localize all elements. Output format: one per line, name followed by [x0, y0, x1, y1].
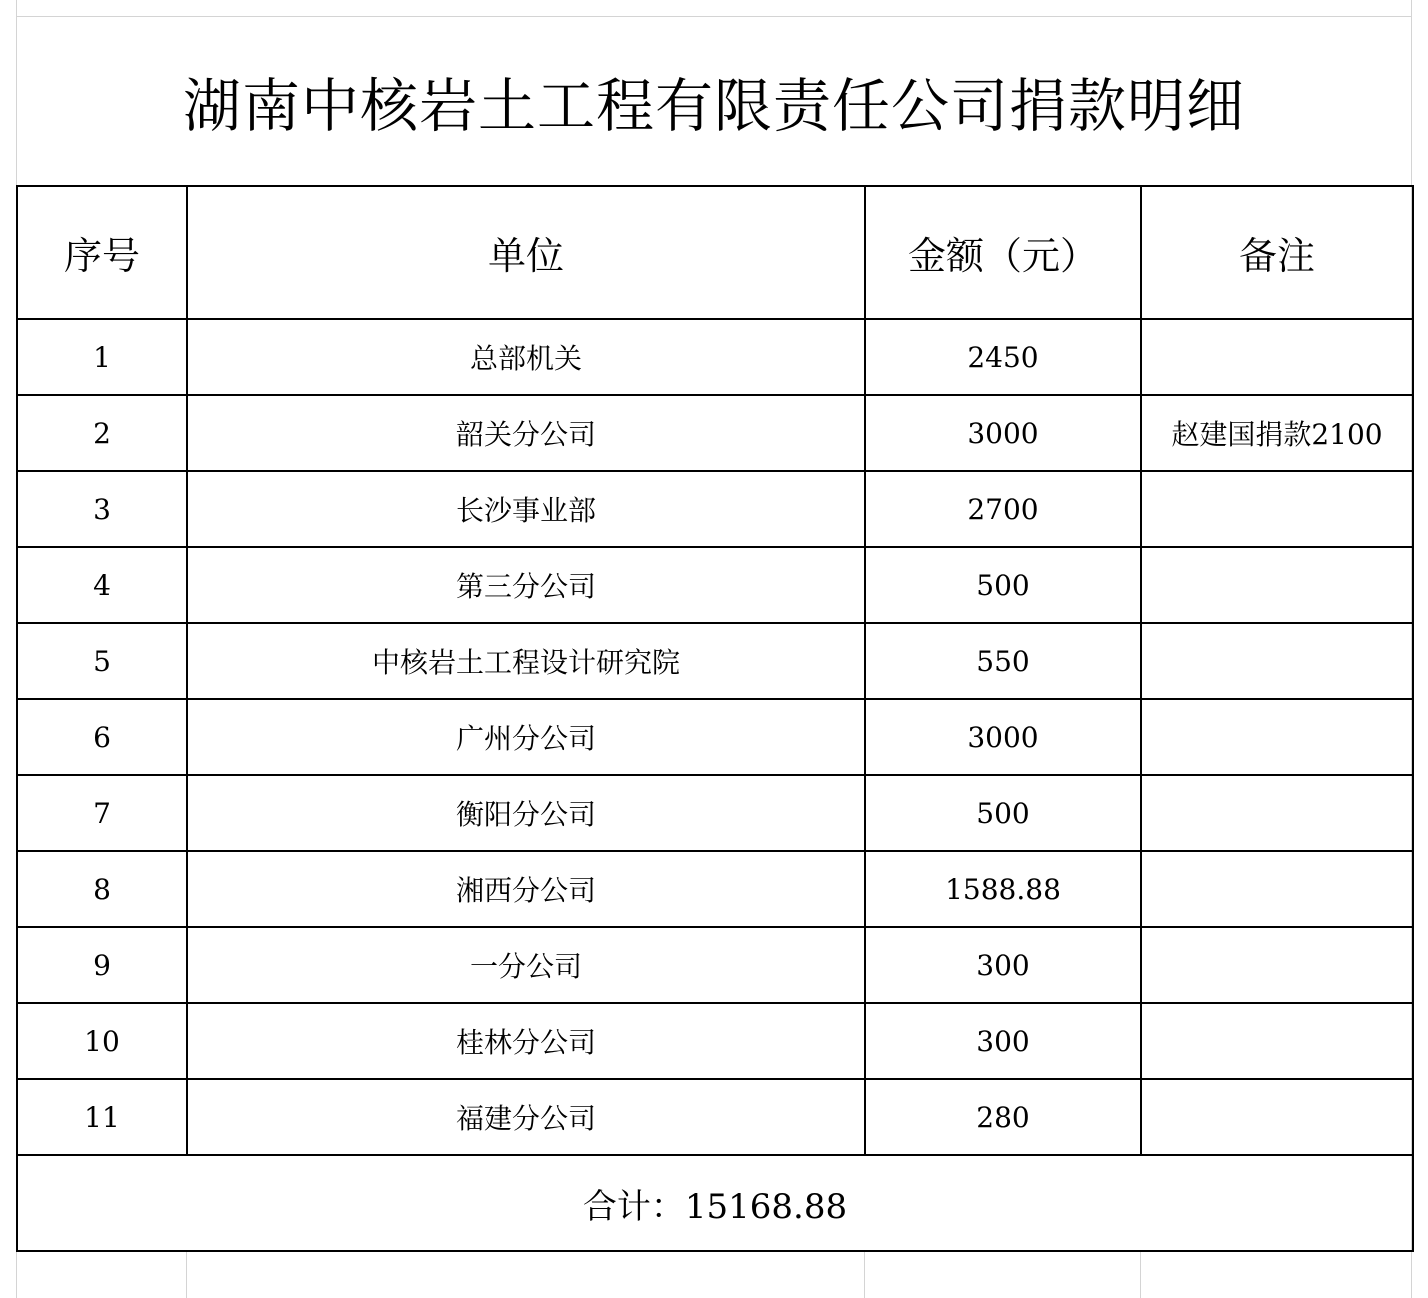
- unit-cell: 韶关分公司: [187, 395, 865, 471]
- table-row: [17, 1079, 1413, 1155]
- unit-cell: 长沙事业部: [187, 471, 865, 547]
- unit-cell: 总部机关: [187, 319, 865, 395]
- note-cell: [1141, 547, 1413, 623]
- unit-cell: 福建分公司: [187, 1079, 865, 1155]
- table-row: [17, 623, 1413, 699]
- document-title: 湖南中核岩土工程有限责任公司捐款明细: [182, 72, 1245, 140]
- header-unit: 单位: [187, 186, 865, 319]
- sheet-gridline: [1140, 1250, 1141, 1298]
- amount-cell: 300: [865, 1003, 1141, 1079]
- serial-cell: 11: [17, 1079, 187, 1155]
- serial-cell: 1: [17, 319, 187, 395]
- serial-cell: 4: [17, 547, 187, 623]
- header-note: 备注: [1141, 186, 1413, 319]
- note-cell: [1141, 775, 1413, 851]
- serial-cell: 3: [17, 471, 187, 547]
- amount-cell: 500: [865, 775, 1141, 851]
- amount-cell: 300: [865, 927, 1141, 1003]
- table-row: [17, 395, 1413, 471]
- note-cell: [1141, 471, 1413, 547]
- header-row: [17, 186, 1413, 319]
- table-row: [17, 319, 1413, 395]
- amount-cell: 500: [865, 547, 1141, 623]
- unit-cell: 第三分公司: [187, 547, 865, 623]
- total-row: [17, 1155, 1413, 1251]
- total-cell: 合计：15168.88: [17, 1155, 1413, 1251]
- serial-cell: 5: [17, 623, 187, 699]
- note-cell: [1141, 623, 1413, 699]
- amount-cell: 1588.88: [865, 851, 1141, 927]
- table-row: [17, 851, 1413, 927]
- header-serial: 序号: [17, 186, 187, 319]
- serial-cell: 6: [17, 699, 187, 775]
- note-cell: [1141, 1079, 1413, 1155]
- amount-cell: 2700: [865, 471, 1141, 547]
- header-amount: 金额（元）: [865, 186, 1141, 319]
- table-row: [17, 699, 1413, 775]
- unit-cell: 桂林分公司: [187, 1003, 865, 1079]
- table-row: [17, 1003, 1413, 1079]
- amount-cell: 550: [865, 623, 1141, 699]
- unit-cell: 衡阳分公司: [187, 775, 865, 851]
- unit-cell: 一分公司: [187, 927, 865, 1003]
- note-cell: [1141, 319, 1413, 395]
- note-cell: [1141, 1003, 1413, 1079]
- unit-cell: 湘西分公司: [187, 851, 865, 927]
- table-row: [17, 471, 1413, 547]
- serial-cell: 7: [17, 775, 187, 851]
- table-row: [17, 547, 1413, 623]
- sheet-gridline: [186, 1250, 187, 1298]
- note-cell: 赵建国捐款2100: [1141, 395, 1413, 471]
- unit-cell: 中核岩土工程设计研究院: [187, 623, 865, 699]
- amount-cell: 2450: [865, 319, 1141, 395]
- serial-cell: 2: [17, 395, 187, 471]
- donation-table: [16, 185, 1414, 1252]
- table-row: [17, 775, 1413, 851]
- unit-cell: 广州分公司: [187, 699, 865, 775]
- amount-cell: 3000: [865, 699, 1141, 775]
- amount-cell: 3000: [865, 395, 1141, 471]
- amount-cell: 280: [865, 1079, 1141, 1155]
- serial-cell: 9: [17, 927, 187, 1003]
- note-cell: [1141, 699, 1413, 775]
- serial-cell: 8: [17, 851, 187, 927]
- table-row: [17, 927, 1413, 1003]
- note-cell: [1141, 927, 1413, 1003]
- note-cell: [1141, 851, 1413, 927]
- sheet-gridline: [864, 1250, 865, 1298]
- serial-cell: 10: [17, 1003, 187, 1079]
